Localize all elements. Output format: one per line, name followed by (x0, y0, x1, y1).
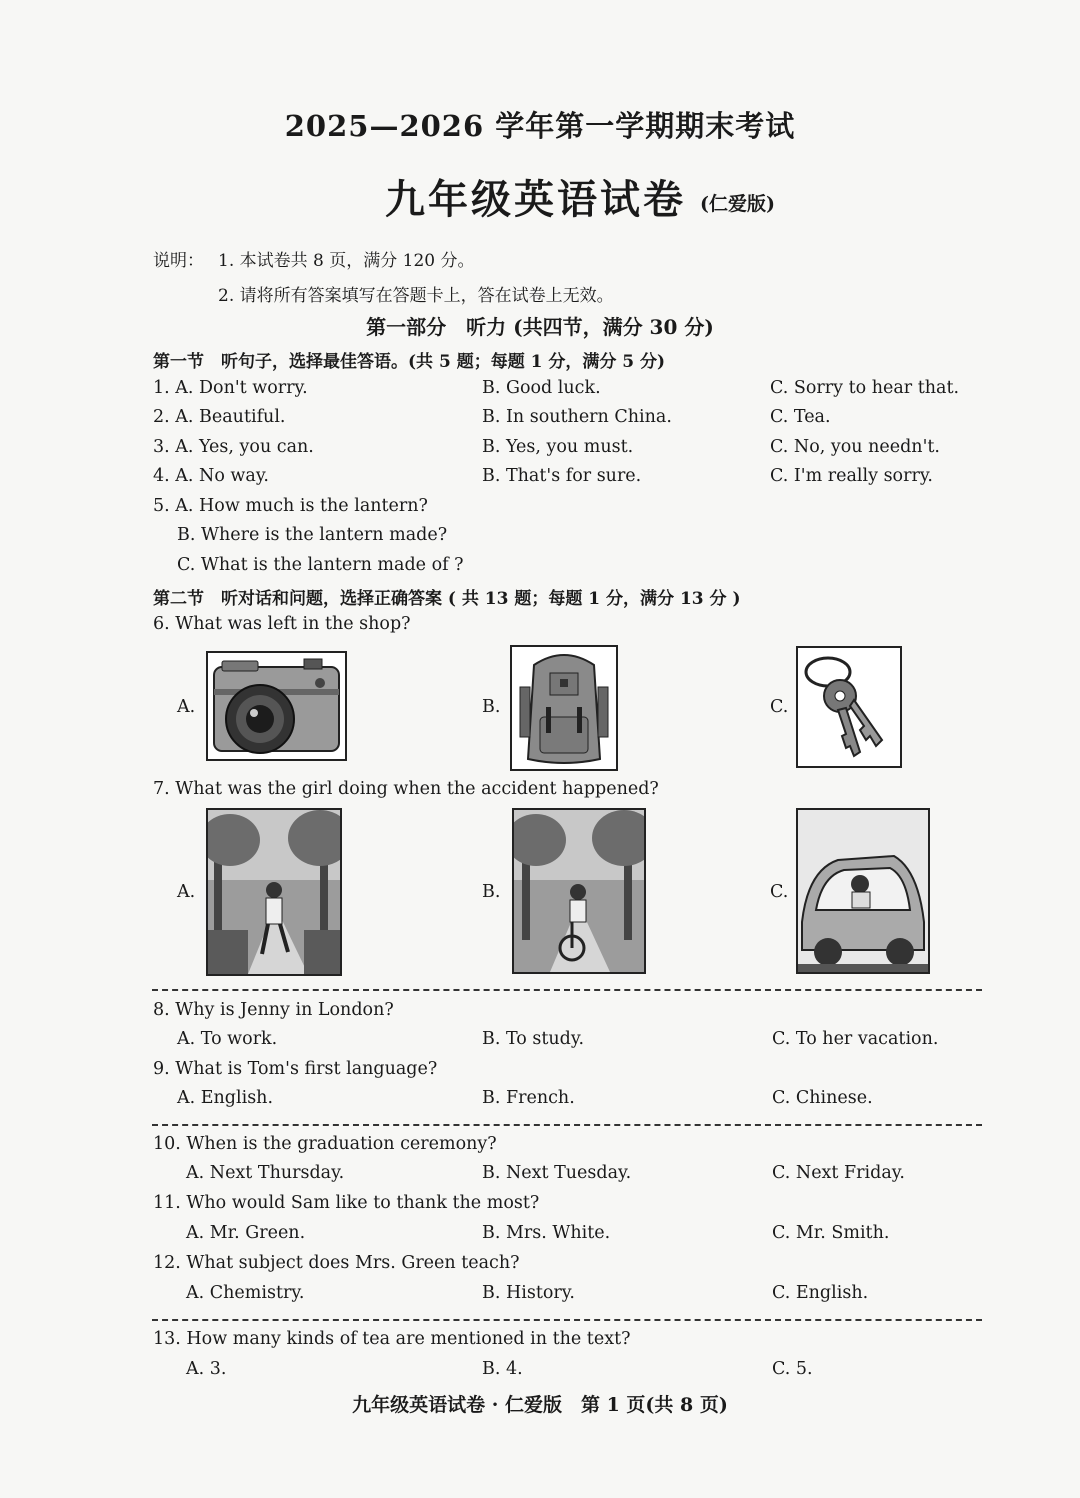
q10-option-b: B. Next Tuesday. (482, 1163, 632, 1183)
q5-option-a: 5. A. How much is the lantern? (153, 496, 428, 516)
exam-main-title: 九年级英语试卷 (385, 176, 686, 223)
q9-option-c: C. Chinese. (772, 1088, 873, 1108)
q12-option-a: A. Chemistry. (186, 1283, 305, 1303)
divider (152, 1319, 982, 1321)
q6-label-b: B. (482, 697, 501, 717)
q10-stem: 10. When is the graduation ceremony? (153, 1134, 497, 1154)
q6-stem: 6. What was left in the shop? (153, 614, 411, 634)
q13-option-c: C. 5. (772, 1359, 813, 1379)
q9-option-b: B. French. (482, 1088, 575, 1108)
q8-option-a: A. To work. (177, 1029, 278, 1049)
q12-stem: 12. What subject does Mrs. Green teach? (153, 1253, 520, 1273)
q11-option-b: B. Mrs. White. (482, 1223, 611, 1243)
q7-stem: 7. What was the girl doing when the accident happened? (153, 779, 659, 799)
q10-option-c: C. Next Friday. (772, 1163, 905, 1183)
q5-option-b: B. Where is the lantern made? (177, 525, 448, 545)
q8-stem: 8. Why is Jenny in London? (153, 1000, 394, 1020)
divider (152, 989, 982, 991)
q11-option-c: C. Mr. Smith. (772, 1223, 890, 1243)
q8-option-b: B. To study. (482, 1029, 585, 1049)
exam-year-title: 2025—2026 学年第一学期期末考试 (284, 109, 796, 143)
q11-option-a: A. Mr. Green. (186, 1223, 306, 1243)
section1-title: 第一节 听句子，选择最佳答语。(共 5 题；每题 1 分，满分 5 分) (153, 352, 666, 372)
q8-option-c: C. To her vacation. (772, 1029, 939, 1049)
exam-version: (仁爱版) (700, 193, 775, 215)
q5-option-c: C. What is the lantern made of ? (177, 555, 464, 575)
q1-option-a: 1. A. Don't worry. (153, 378, 308, 398)
q11-stem: 11. Who would Sam like to thank the most? (153, 1193, 540, 1213)
q9-stem: 9. What is Tom's first language? (153, 1059, 438, 1079)
q7-label-c: C. (770, 882, 789, 902)
q7-label-b: B. (482, 882, 501, 902)
q13-option-b: B. 4. (482, 1359, 523, 1379)
backpack-icon (510, 645, 618, 771)
q9-option-a: A. English. (177, 1088, 274, 1108)
girl-driving-icon (796, 808, 930, 974)
q13-stem: 13. How many kinds of tea are mentioned in the text? (153, 1329, 631, 1349)
part1-title: 第一部分 听力 (共四节，满分 30 分) (366, 315, 714, 339)
q3-option-b: B. Yes, you must. (482, 437, 634, 457)
section2-title: 第二节 听对话和问题，选择正确答案 ( 共 13 题；每题 1 分，满分 13 分 ) (153, 589, 741, 609)
q6-label-a: A. (177, 697, 196, 717)
page-footer: 九年级英语试卷 · 仁爱版 第 1 页(共 8 页) (352, 1394, 728, 1416)
q1-option-b: B. Good luck. (482, 378, 601, 398)
keys-icon (796, 646, 902, 768)
instructions-label: 说明： (153, 251, 204, 271)
q3-option-c: C. No, you needn't. (770, 437, 940, 457)
q7-label-a: A. (177, 882, 196, 902)
instructions-line2: 2. 请将所有答案填写在答题卡上，答在试卷上无效。 (218, 286, 614, 306)
q2-option-b: B. In southern China. (482, 407, 672, 427)
divider (152, 1124, 982, 1126)
q10-option-a: A. Next Thursday. (186, 1163, 345, 1183)
q3-option-a: 3. A. Yes, you can. (153, 437, 314, 457)
q4-option-a: 4. A. No way. (153, 466, 269, 486)
q4-option-c: C. I'm really sorry. (770, 466, 933, 486)
q4-option-b: B. That's for sure. (482, 466, 642, 486)
q13-option-a: A. 3. (186, 1359, 227, 1379)
girl-cycling-icon (512, 808, 646, 974)
q12-option-c: C. English. (772, 1283, 869, 1303)
q6-label-c: C. (770, 697, 789, 717)
q12-option-b: B. History. (482, 1283, 575, 1303)
q2-option-c: C. Tea. (770, 407, 831, 427)
camera-icon (206, 651, 347, 761)
q2-option-a: 2. A. Beautiful. (153, 407, 286, 427)
instructions-line1: 1. 本试卷共 8 页，满分 120 分。 (218, 251, 475, 271)
q1-option-c: C. Sorry to hear that. (770, 378, 960, 398)
girl-walking-icon (206, 808, 342, 976)
